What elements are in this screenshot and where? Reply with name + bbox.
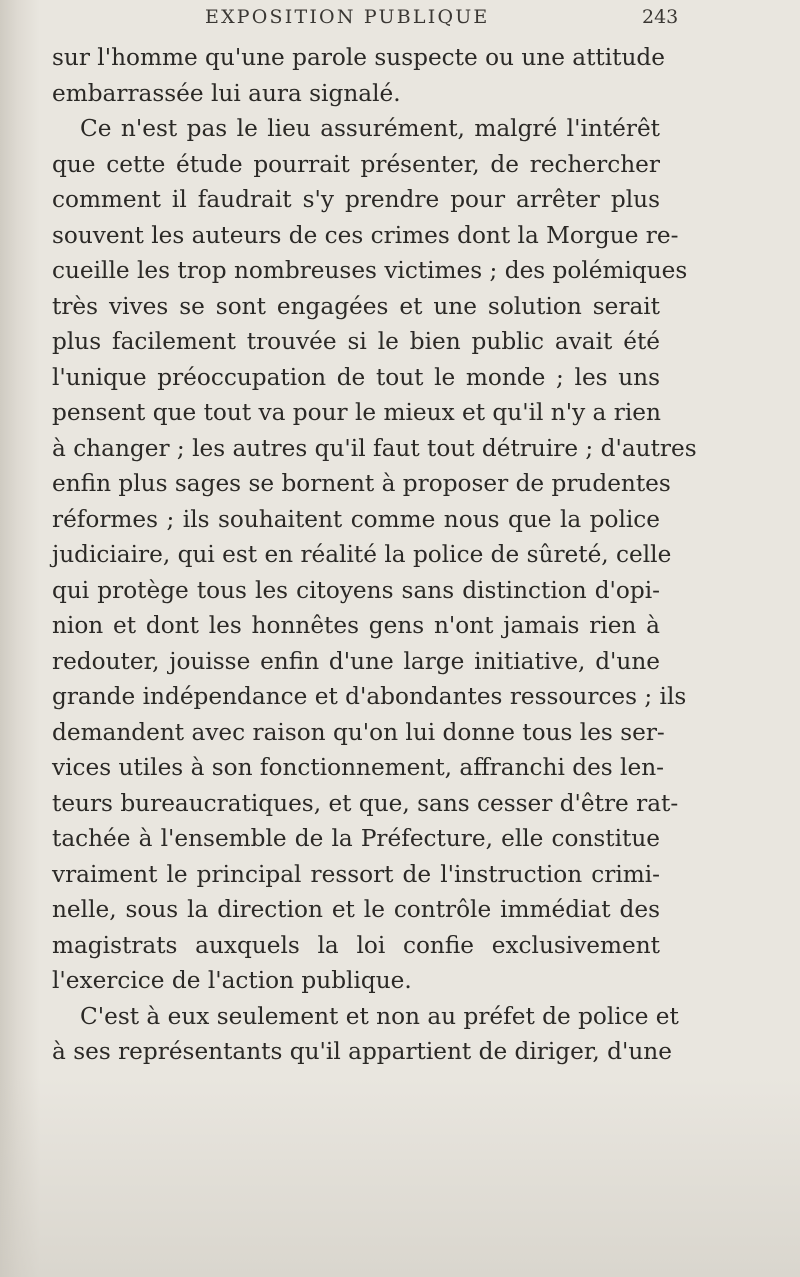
text-line: l'exercice de l'action publique. — [52, 967, 412, 994]
page-number: 243 — [642, 6, 679, 28]
text-line: à changer ; les autres qu'il faut tout détruire ; d'autres — [52, 434, 697, 462]
text-line: embarrassée lui aura signalé. — [52, 79, 401, 107]
text-line: redouter, jouisse enfin d'une large initiative, d'une — [52, 647, 660, 675]
text-line: tachée à l'ensemble de la Préfecture, elle constitue — [52, 825, 660, 852]
text-line: plus facilement trouvée si le bien public avait été — [52, 328, 660, 355]
text-line: qui protège tous les citoyens sans distinction d'opi- — [52, 576, 660, 604]
text-line: Ce n'est pas le lieu assurément, malgré l'intérêt — [80, 115, 660, 142]
text-line: vices utiles à son fonctionnement, affranchi des len- — [52, 754, 664, 781]
text-line: comment il faudrait s'y prendre pour arrêter plus — [52, 186, 660, 213]
text-line: demandent avec raison qu'on lui donne tous les ser- — [52, 718, 665, 746]
text-line: grande indépendance et d'abondantes ressources ; ils — [52, 683, 687, 710]
text-line: cueille les trop nombreuses victimes ; des polémiques — [52, 257, 688, 284]
text-line: pensent que tout va pour le mieux et qu'il n'y a rien — [52, 399, 661, 426]
text-line: sur l'homme qu'une parole suspecte ou une attitude — [52, 44, 665, 71]
running-head: EXPOSITION PUBLIQUE — [205, 6, 490, 28]
page-header — [0, 6, 800, 36]
text-line: souvent les auteurs de ces crimes dont la Morgue re- — [52, 221, 679, 249]
text-line: à ses représentants qu'il appartient de diriger, d'une — [52, 1038, 672, 1065]
text-line: nelle, sous la direction et le contrôle immédiat des — [52, 896, 660, 923]
text-line: que cette étude pourrait présenter, de rechercher — [52, 150, 660, 178]
text-line: réformes ; ils souhaitent comme nous que la police — [52, 505, 660, 533]
text-line: magistrats auxquels la loi confie exclusivement — [52, 931, 660, 959]
page-bottom-shadow — [0, 1077, 800, 1277]
text-line: teurs bureaucratiques, et que, sans cesser d'être rat- — [52, 789, 679, 817]
body-text — [52, 40, 697, 1070]
text-line: vraiment le principal ressort de l'instruction crimi- — [52, 860, 660, 888]
text-line: très vives se sont engagées et une solution serait — [52, 292, 660, 320]
text-line: nion et dont les honnêtes gens n'ont jamais rien à — [52, 612, 660, 639]
text-line: enfin plus sages se bornent à proposer de prudentes — [52, 470, 671, 497]
text-line: l'unique préoccupation de tout le monde ; les uns — [52, 363, 660, 391]
text-line: C'est à eux seulement et non au préfet de police et — [80, 1002, 679, 1030]
text-line: judiciaire, qui est en réalité la police de sûreté, celle — [52, 541, 672, 568]
